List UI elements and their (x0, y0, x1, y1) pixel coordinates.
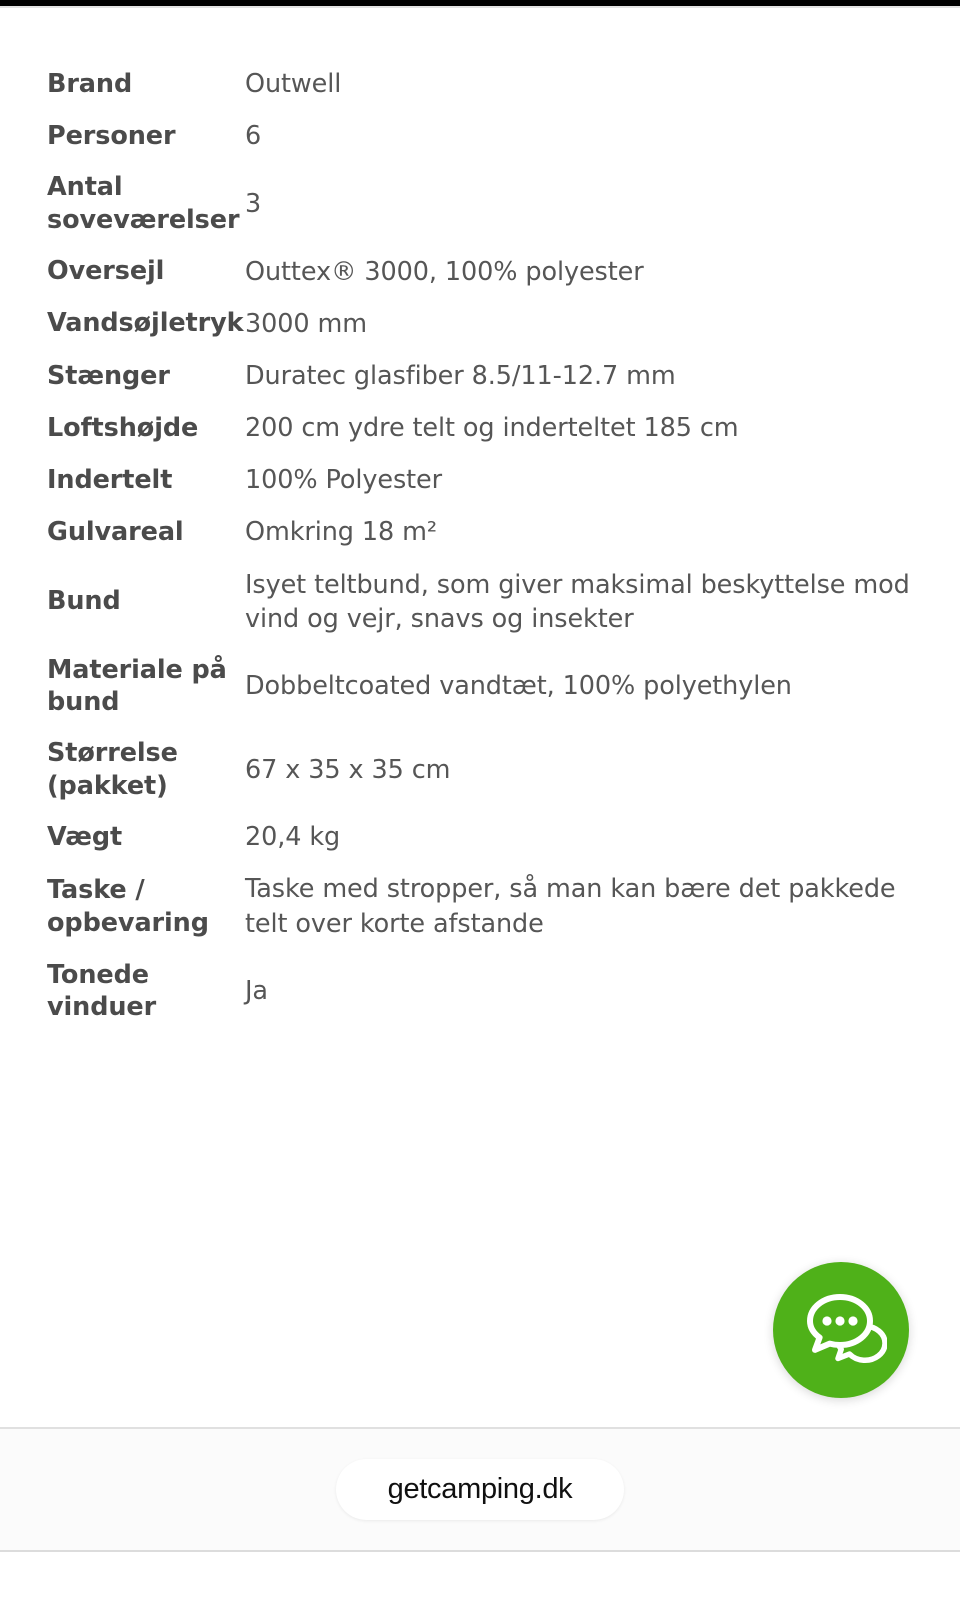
table-row (0, 811, 960, 863)
spec-value-bund: Isyet teltbund, som giver maksimal beskyttelse mod vind og vejr, snavs og insekter (245, 569, 910, 634)
table-row (0, 506, 960, 558)
table-row (0, 950, 960, 1033)
product-specifications-page (0, 8, 960, 1427)
table-row (0, 246, 960, 298)
spec-value-materiale-paa-bund: Dobbeltcoated vandtæt, 100% polyethylen (245, 671, 792, 702)
spec-label-oversejl: Oversejl (47, 256, 165, 287)
table-row (0, 350, 960, 402)
spec-label-personer: Personer (47, 120, 176, 151)
spec-label-bund: Bund (47, 586, 121, 617)
chat-widget-button[interactable] (773, 1262, 909, 1398)
spec-label-stoerrelse-pakket: Størrelse (pakket) (47, 738, 178, 801)
spec-value-tonede-vinduer: Ja (245, 976, 268, 1007)
chat-dot (835, 1316, 844, 1325)
table-row (0, 863, 960, 949)
spec-label-gulvareal: Gulvareal (47, 517, 184, 548)
spec-value-stoerrelse-pakket: 67 x 35 x 35 cm (245, 754, 451, 785)
chat-dot (822, 1316, 831, 1325)
spec-value-vandsoejletryk: 3000 mm (245, 308, 367, 339)
spec-value-staenger: Duratec glasfiber 8.5/11-12.7 mm (245, 360, 676, 391)
spec-label-vandsoejletryk: Vandsøjletryk (47, 308, 244, 339)
spec-value-brand: Outwell (245, 69, 342, 99)
spec-label-loftshoejde: Loftshøjde (47, 412, 199, 443)
spec-value-personer: 6 (245, 121, 262, 152)
spec-label-taske-opbevaring: Taske / opbevaring (47, 875, 209, 938)
spec-label-vaegt: Vægt (47, 822, 123, 853)
specifications-table (0, 58, 960, 1033)
spec-label-tonede-vinduer: Tonede vinduer (47, 959, 157, 1023)
chat-bubbles-icon (795, 1284, 887, 1376)
spec-value-vaegt: 20,4 kg (245, 822, 341, 853)
bottom-filler (0, 1554, 960, 1599)
spec-value-indertelt: 100% Polyester (245, 465, 442, 496)
table-row (0, 162, 960, 245)
spec-label-staenger: Stænger (47, 360, 170, 391)
spec-label-antal-sovevaerelser: Antal soveværelser (47, 172, 240, 235)
table-row (0, 559, 960, 645)
spec-value-oversejl: Outtex® 3000, 100% polyester (245, 256, 644, 287)
spec-label-materiale-paa-bund: Materiale på bund (47, 654, 227, 718)
specifications-table-body (0, 58, 960, 1033)
table-row (0, 110, 960, 162)
spec-value-taske-opbevaring: Taske med stropper, så man kan bære det pakkede telt over korte afstande (245, 874, 896, 939)
table-row (0, 402, 960, 454)
table-row (0, 298, 960, 350)
spec-value-antal-sovevaerelser: 3 (245, 188, 262, 219)
spec-value-loftshoejde: 200 cm ydre telt og inderteltet 185 cm (245, 413, 739, 444)
chat-dot (848, 1316, 857, 1325)
table-row (0, 728, 960, 811)
table-row (0, 58, 960, 110)
spec-value-gulvareal: Omkring 18 m² (245, 517, 438, 548)
table-row (0, 454, 960, 506)
browser-url-bar[interactable] (0, 1427, 960, 1552)
url-chip[interactable]: getcamping.dk (336, 1459, 625, 1520)
spec-label-brand: Brand (47, 68, 133, 99)
table-row (0, 645, 960, 728)
spec-label-indertelt: Indertelt (47, 464, 173, 495)
